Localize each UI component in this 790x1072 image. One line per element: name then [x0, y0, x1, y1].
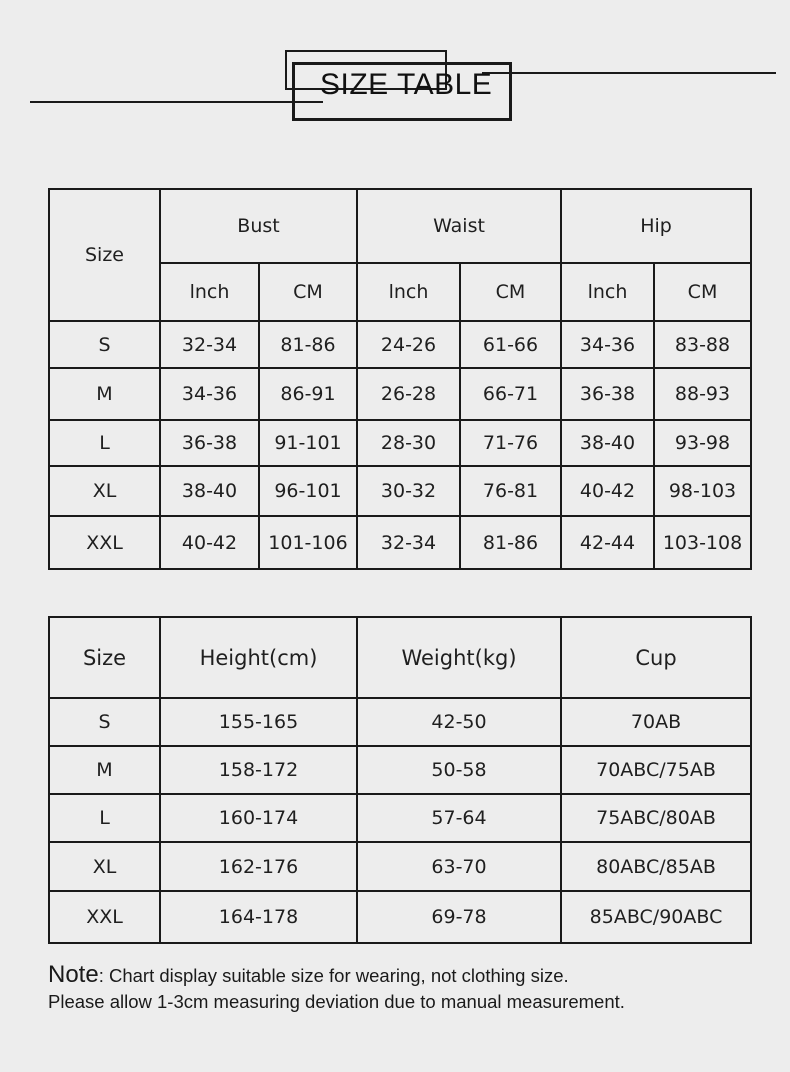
- cell: 101-106: [259, 516, 357, 569]
- height-header: Height(cm): [160, 617, 357, 698]
- note-line-1: : Chart display suitable size for wearing, not clothing size.: [98, 965, 569, 986]
- table-row: [49, 746, 751, 794]
- table-row: [49, 891, 751, 943]
- weight-cell: 63-70: [357, 842, 561, 891]
- cell: 93-98: [654, 420, 751, 466]
- waist-header: Waist: [357, 189, 561, 263]
- cell: 32-34: [357, 516, 460, 569]
- cell: 28-30: [357, 420, 460, 466]
- title-left-rule: [30, 101, 323, 103]
- cell: 103-108: [654, 516, 751, 569]
- cell: 96-101: [259, 466, 357, 516]
- cup-cell: 80ABC/85AB: [561, 842, 751, 891]
- weight-cell: 42-50: [357, 698, 561, 746]
- size-cell: L: [49, 420, 160, 466]
- cup-cell: 70ABC/75AB: [561, 746, 751, 794]
- size-cell: S: [49, 321, 160, 368]
- cell: 88-93: [654, 368, 751, 420]
- title-right-rule: [482, 72, 776, 74]
- table-row: [49, 516, 751, 569]
- cell: 24-26: [357, 321, 460, 368]
- size-cell: M: [49, 746, 160, 794]
- unit-header: lnch: [561, 263, 654, 321]
- cup-cell: 85ABC/90ABC: [561, 891, 751, 943]
- size-cell: L: [49, 794, 160, 842]
- table-row: [49, 794, 751, 842]
- cell: 83-88: [654, 321, 751, 368]
- table-row: [49, 321, 751, 368]
- weight-cell: 57-64: [357, 794, 561, 842]
- height-cell: 160-174: [160, 794, 357, 842]
- size-cell: XL: [49, 842, 160, 891]
- unit-header: lnch: [160, 263, 259, 321]
- cell: 71-76: [460, 420, 561, 466]
- footnote: [48, 962, 625, 1015]
- cup-cell: 75ABC/80AB: [561, 794, 751, 842]
- page-title: SIZE TABLE: [320, 68, 493, 101]
- cell: 40-42: [561, 466, 654, 516]
- unit-header: CM: [654, 263, 751, 321]
- unit-header: CM: [460, 263, 561, 321]
- height-cell: 158-172: [160, 746, 357, 794]
- size-cell: S: [49, 698, 160, 746]
- cell: 66-71: [460, 368, 561, 420]
- table-row: [49, 842, 751, 891]
- table-row: [49, 698, 751, 746]
- table-row: [49, 466, 751, 516]
- cell: 81-86: [460, 516, 561, 569]
- cell: 32-34: [160, 321, 259, 368]
- fit-recommendation-table: [48, 616, 752, 944]
- weight-cell: 50-58: [357, 746, 561, 794]
- size-header: Size: [49, 617, 160, 698]
- table-row: [49, 368, 751, 420]
- cell: 61-66: [460, 321, 561, 368]
- size-cell: M: [49, 368, 160, 420]
- cell: 40-42: [160, 516, 259, 569]
- size-cell: XXL: [49, 516, 160, 569]
- cell: 36-38: [160, 420, 259, 466]
- cell: 42-44: [561, 516, 654, 569]
- cell: 38-40: [561, 420, 654, 466]
- cell: 86-91: [259, 368, 357, 420]
- cell: 81-86: [259, 321, 357, 368]
- hip-header: Hip: [561, 189, 751, 263]
- cell: 91-101: [259, 420, 357, 466]
- body-measurement-table: [48, 188, 752, 570]
- cup-header: Cup: [561, 617, 751, 698]
- cell: 76-81: [460, 466, 561, 516]
- unit-header: CM: [259, 263, 357, 321]
- height-cell: 164-178: [160, 891, 357, 943]
- note-label: Note: [48, 961, 99, 988]
- note-line-2: Please allow 1-3cm measuring deviation due to manual measurement.: [48, 991, 625, 1012]
- size-header: Size: [49, 189, 160, 321]
- weight-cell: 69-78: [357, 891, 561, 943]
- cell: 30-32: [357, 466, 460, 516]
- cell: 34-36: [561, 321, 654, 368]
- height-cell: 162-176: [160, 842, 357, 891]
- size-cell: XL: [49, 466, 160, 516]
- weight-header: Weight(kg): [357, 617, 561, 698]
- bust-header: Bust: [160, 189, 357, 263]
- cell: 36-38: [561, 368, 654, 420]
- table-row: [49, 420, 751, 466]
- unit-header: lnch: [357, 263, 460, 321]
- height-cell: 155-165: [160, 698, 357, 746]
- cell: 98-103: [654, 466, 751, 516]
- cup-cell: 70AB: [561, 698, 751, 746]
- cell: 26-28: [357, 368, 460, 420]
- cell: 38-40: [160, 466, 259, 516]
- cell: 34-36: [160, 368, 259, 420]
- size-cell: XXL: [49, 891, 160, 943]
